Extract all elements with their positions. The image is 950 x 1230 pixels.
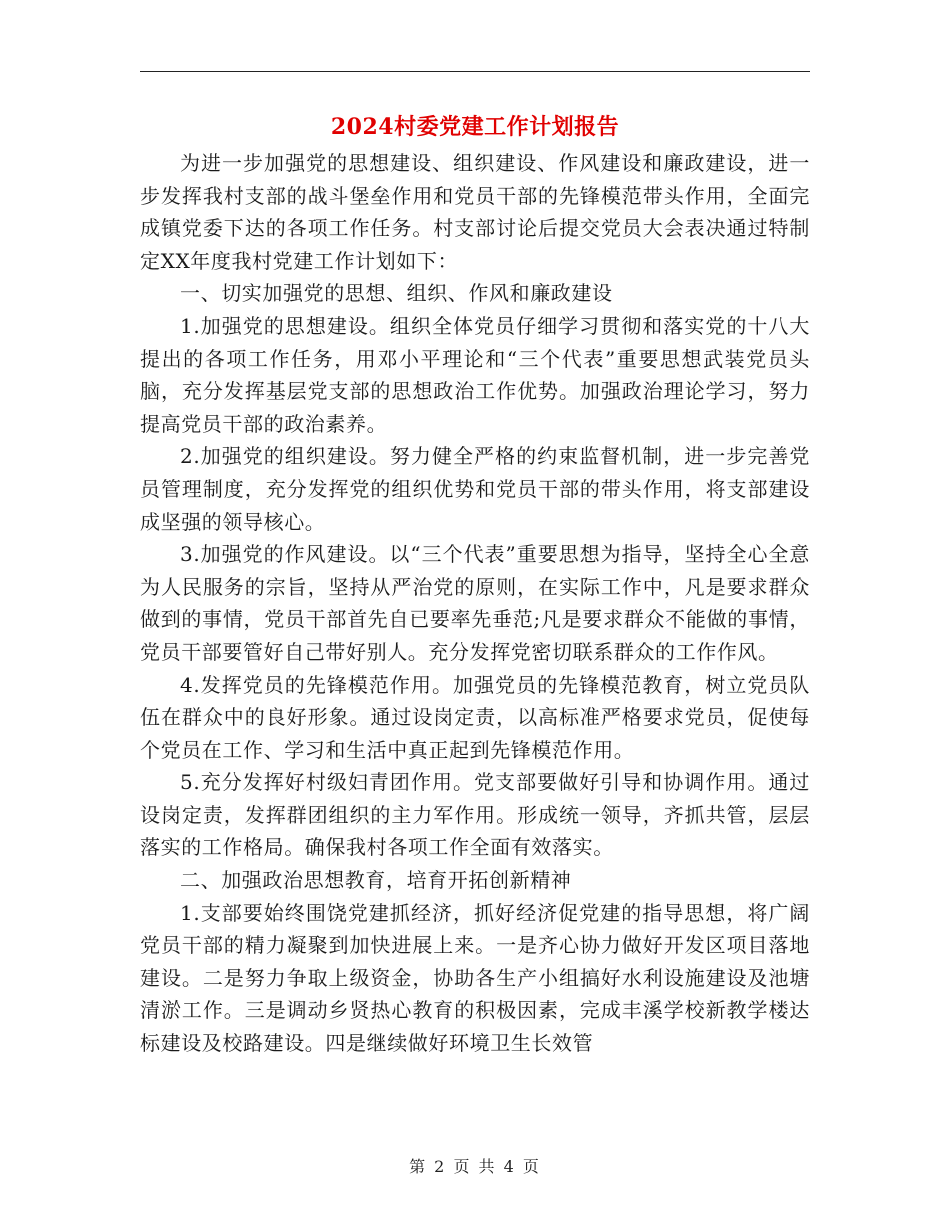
paragraph-1-1: 1.加强党的思想建设。组织全体党员仔细学习贯彻和落实党的十八大提出的各项工作任务，用邓小平理论和“三个代表”重要思想武装党员头脑，充分发挥基层党支部的思想政治工作优势。加强政治理论学习，努力提高党员干部的政治素养。: [140, 313, 810, 436]
paragraph-intro: 为进一步加强党的思想建设、组织建设、作风建设和廉政建设，进一步发挥我村支部的战斗堡垒作用和党员干部的先锋模范带头作用，全面完成镇党委下达的各项工作任务。村支部讨论后提交党员大会表决通过特制定XX年度我村党建工作计划如下：: [140, 151, 810, 273]
header-rule: [140, 71, 810, 72]
paragraph-1-3: 3.加强党的作风建设。以“三个代表”重要思想为指导，坚持全心全意为人民服务的宗旨，坚持从严治党的原则，在实际工作中，凡是要求群众做到的事情，党员干部首先自已要率先垂范;凡是要求群众不能做的事情，党员干部要管好自己带好别人。充分发挥党密切联系群众的工作作风。: [140, 542, 810, 664]
section-heading-1: 一、切实加强党的思想、组织、作风和廉政建设: [180, 281, 613, 306]
section-heading-2: 二、加强政治思想教育，培育开拓创新精神: [180, 868, 572, 893]
paragraph-2-1: 1.支部要始终围饶党建抓经济，抓好经济促党建的指导思想，将广阔党员干部的精力凝聚到加快进展上来。一是齐心协力做好开发区项目落地建设。二是努力争取上级资金，协助各生产小组搞好水利设施建设及池塘清淤工作。三是调动乡贤热心教育的积极因素，完成丰溪学校新教学楼达标建设及校路建设。四是继续做好环境卫生长效管: [140, 900, 810, 1056]
document-title: 2024村委党建工作计划报告: [330, 114, 620, 140]
paragraph-1-4: 4.发挥党员的先锋模范作用。加强党员的先锋模范教育，树立党员队伍在群众中的良好形象。通过设岗定责，以高标准严格要求党员，促使每个党员在工作、学习和生活中真正起到先锋模范作用。: [140, 672, 810, 762]
page-number: 第 2 页 共 4 页: [409, 1157, 541, 1176]
paragraph-1-5: 5.充分发挥好村级妇青团作用。党支部要做好引导和协调作用。通过设岗定责，发挥群团组织的主力军作用。形成统一领导，齐抓共管，层层落实的工作格局。确保我村各项工作全面有效落实。: [140, 770, 810, 860]
paragraph-1-2: 2.加强党的组织建设。努力健全严格的约束监督机制，进一步完善党员管理制度，充分发挥党的组织优势和党员干部的带头作用，将支部建设成坚强的领导核心。: [140, 444, 810, 534]
document-body: [140, 147, 810, 1060]
